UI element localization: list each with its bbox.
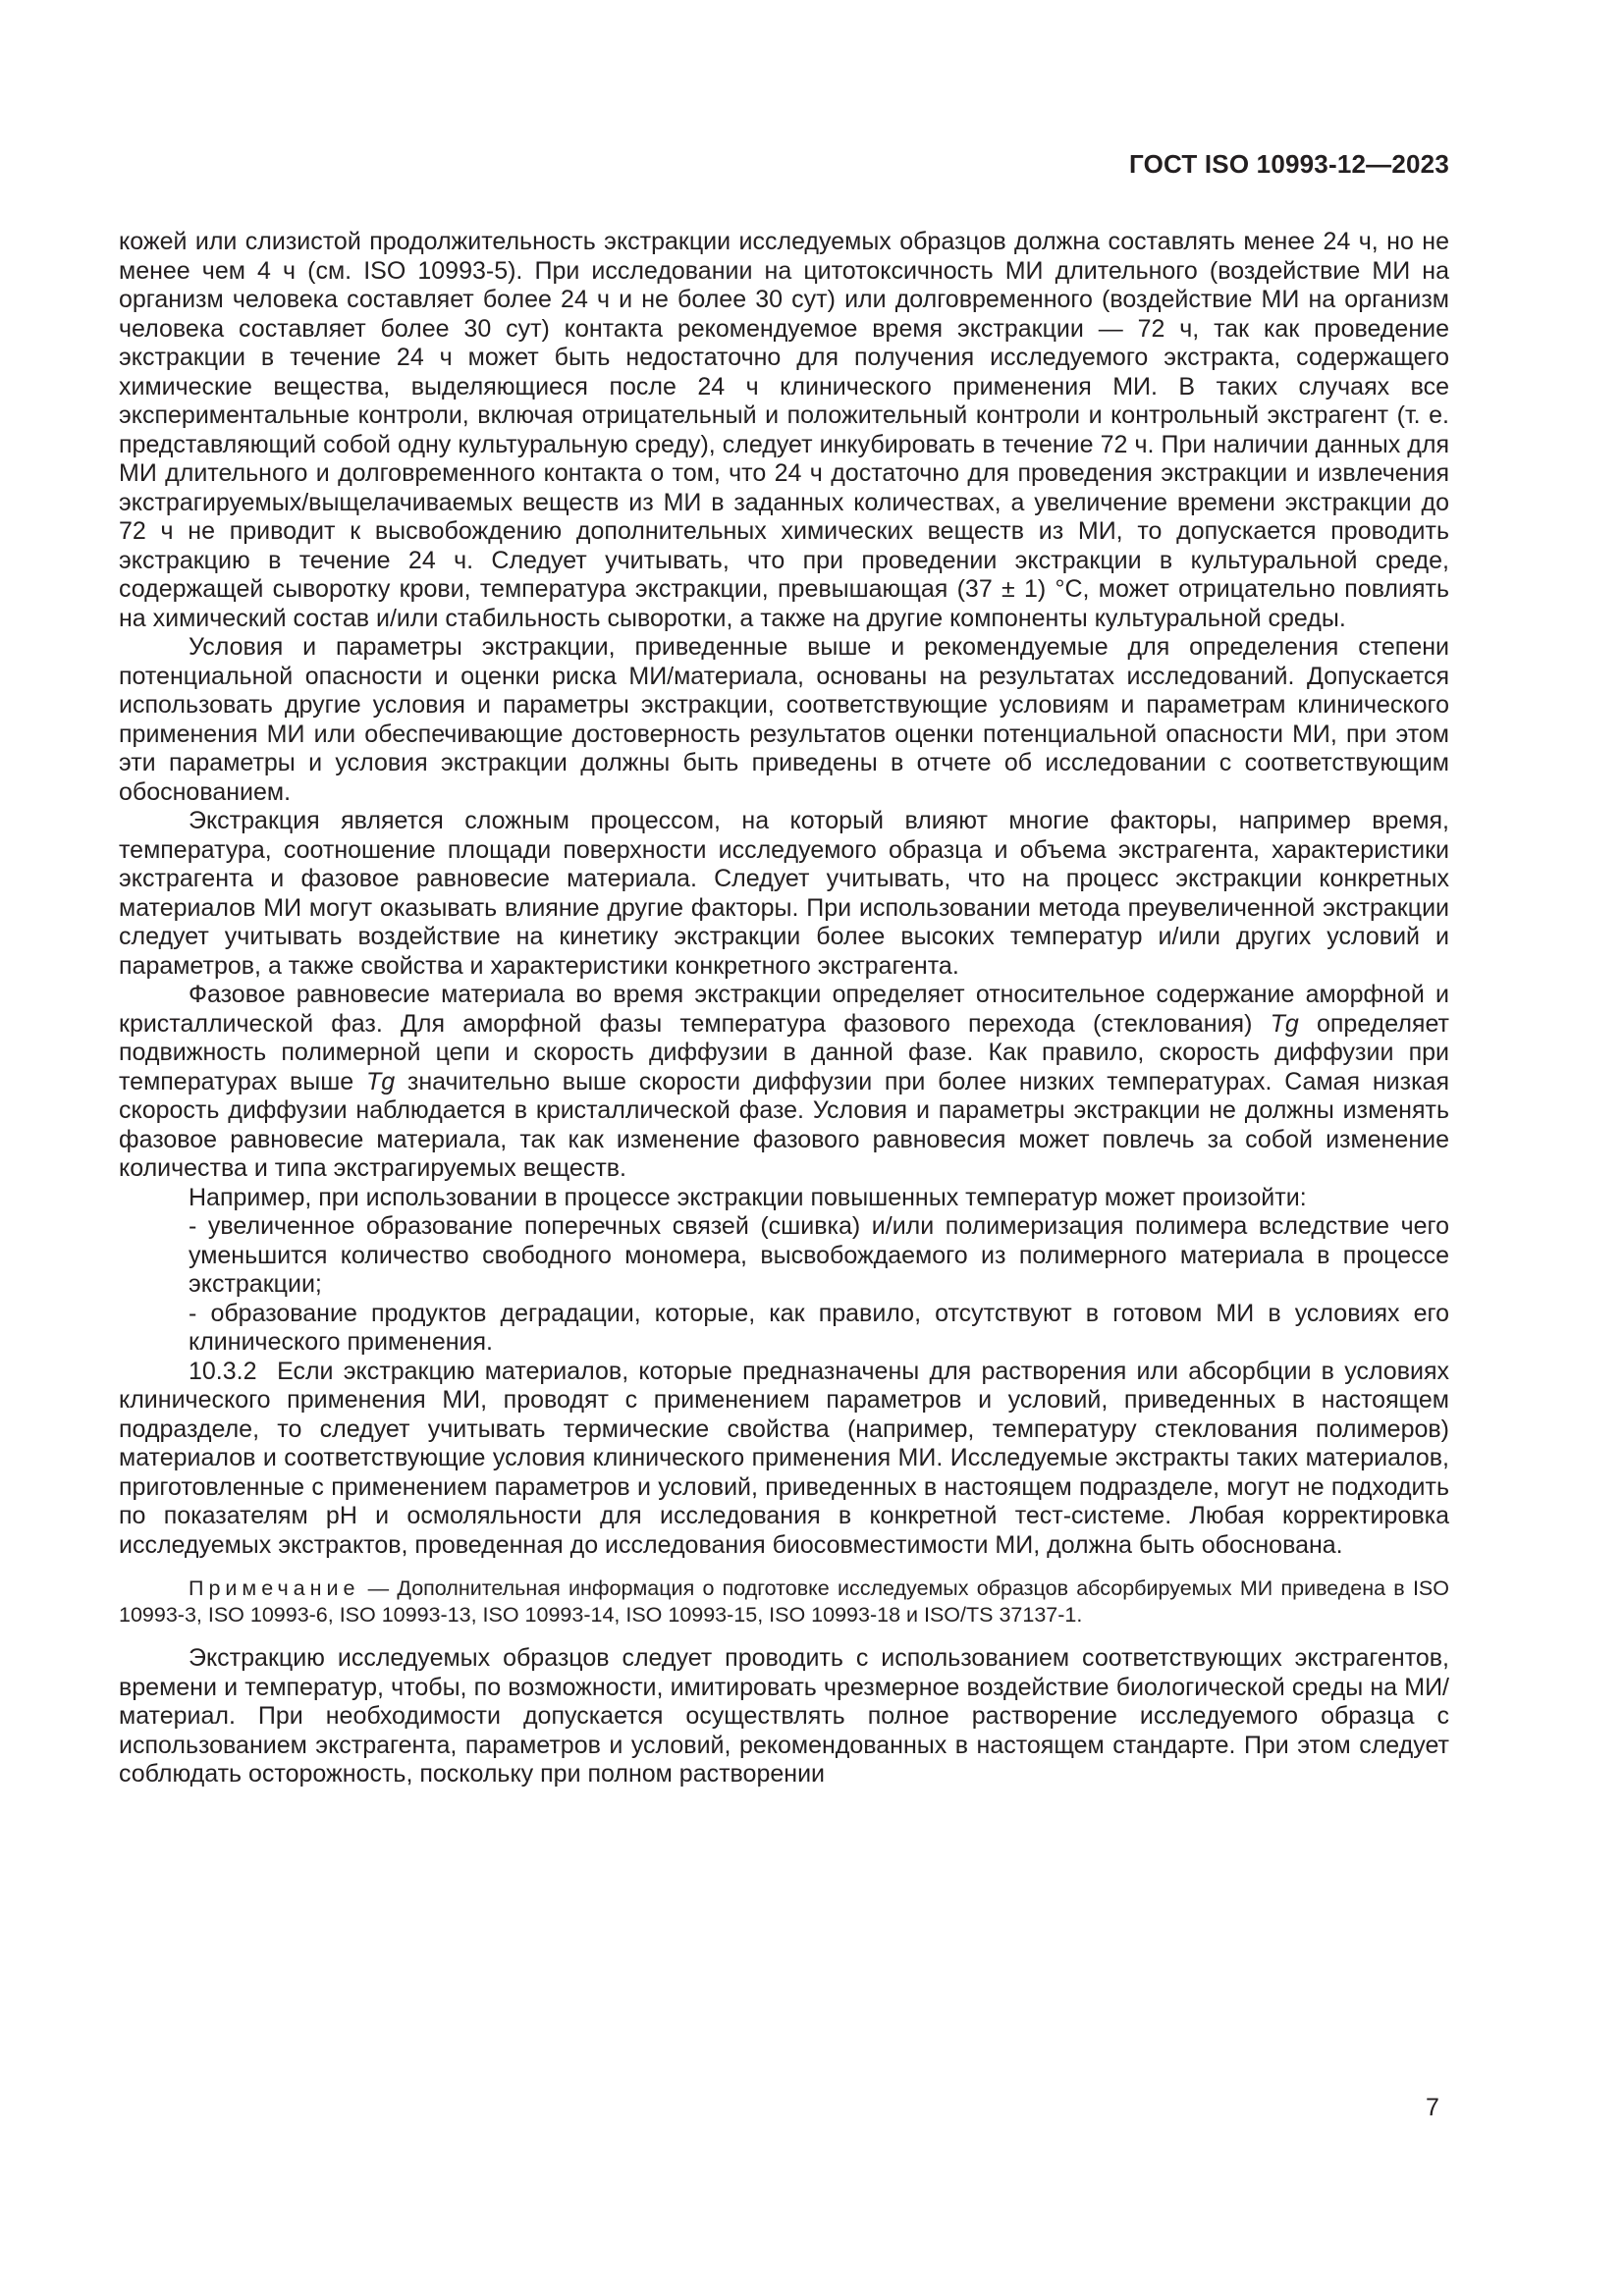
phase-text-part2: определяет подвижность полимерной цепи и скорость диффузии в данной фазе. Как правило, скорость диффузии при температурах выше: [119, 1009, 1449, 1095]
tg-symbol: Tg: [1270, 1009, 1299, 1038]
note: [119, 1575, 1449, 1629]
document-code-header: ГОСТ ISO 10993-12—2023: [1129, 149, 1449, 179]
page-number: 7: [1426, 2094, 1439, 2121]
body-text: [119, 228, 1449, 1789]
list-item: - образование продуктов деградации, которые, как правило, отсутствуют в готовом МИ в условиях его клинического применения.: [189, 1299, 1449, 1356]
clause-text: Если экстракцию материалов, которые предназначены для растворения или абсорбции в условиях клинического применения МИ, проводят с применением параметров и условий, приведенных в настоящем подразделе, то следует учитывать термические свойства (например, температуру стеклования полимеров) материалов и соответствующие условия клинического применения МИ. Исследуемые экстракты таких материалов, приготовленные с применением параметров и условий, приведенных в настоящем подразделе, могут не подходить по показателям pH и осмоляльности для исследования в конкретной тест-системе. Любая корректировка исследуемых экстрактов, проведенная до исследования биосовместимости МИ, должна быть обоснована.: [119, 1357, 1449, 1559]
paragraph-extraction-process: Экстракция является сложным процессом, на который влияют многие факторы, например время, температура, соотношение площади поверхности исследуемого образца и объема экстрагента, характеристики экстрагента и фазовое равновесие материала. Следует учитывать, что на процесс экстракции конкретных материалов МИ могут оказывать влияние другие факторы. При использовании метода преувеличенной экстракции следует учитывать воздействие на кинетику экстракции более высоких температур и/или других условий и параметров, а также свойства и характеристики конкретного экстрагента.: [119, 807, 1449, 980]
list-item: - увеличенное образование поперечных связей (сшивка) и/или полимеризация полимера вследствие чего уменьшится количество свободного мономера, высвобождаемого из полимерного материала в процессе экстракции;: [189, 1212, 1449, 1298]
note-label: Примечание: [189, 1576, 360, 1600]
paragraph-continuation: кожей или слизистой продолжительность экстракции исследуемых образцов должна составлять менее 24 ч, но не менее чем 4 ч (см. ISO 10993-5). При исследовании на цитотоксичность МИ длительного (воздействие МИ на организм человека составляет более 24 ч и не более 30 сут) или долговременного (воздействие МИ на организм человека составляет более 30 сут) контакта рекомендуемое время экстракции — 72 ч, так как проведение экстракции в течение 24 ч может быть недостаточно для получения исследуемого экстракта, содержащего химические вещества, выделяющиеся после 24 ч клинического применения МИ. В таких случаях все экспериментальные контроли, включая отрицательный и положительный контроли и контрольный экстрагент (т. е. представляющий собой одну культуральную среду), следует инкубировать в течение 72 ч. При наличии данных для МИ длительного и долговременного контакта о том, что 24 ч достаточно для проведения экстракции и извлечения экстрагируемых/выщелачиваемых веществ из МИ в заданных количествах, а увеличение времени экстракции до 72 ч не приводит к высвобождению дополнительных химических веществ из МИ, то допускается проводить экстракцию в течение 24 ч. Следует учитывать, что при проведении экстракции в культуральной среде, содержащей сыворотку крови, температура экстракции, превышающая (37 ± 1) °С, может отрицательно повлиять на химический состав и/или стабильность сыворотки, а также на другие компоненты культуральной среды.: [119, 228, 1449, 632]
tg-symbol: Tg: [365, 1067, 396, 1095]
paragraph-phase-equilibrium: [119, 981, 1449, 1184]
paragraph-final: Экстракцию исследуемых образцов следует проводить с использованием соответствующих экстрагентов, времени и температур, чтобы, по возможности, имитировать чрезмерное воздействие биологической среды на МИ/материал. При необходимости допускается осуществлять полное растворение исследуемого образца с использованием экстрагента, параметров и условий, рекомендованных в настоящем стандарте. При этом следует соблюдать осторожность, поскольку при полном растворении: [119, 1644, 1449, 1788]
phase-text-part3: значительно выше скорости диффузии при более низких температурах. Самая низкая скорость диффузии наблюдается в кристаллической фазе. Условия и параметры экстракции не должны изменять фазовое равновесие материала, так как изменение фазового равновесия может повлечь за собой изменение количества и типа экстрагируемых веществ.: [119, 1067, 1449, 1182]
paragraph-example-intro: Например, при использовании в процессе экстракции повышенных температур может произойти:: [189, 1183, 1307, 1211]
clause-number: 10.3.2: [189, 1357, 257, 1385]
clause-10-3-2: [119, 1358, 1449, 1561]
phase-text-part1: Фазовое равновесие материала во время экстракции определяет относительное содержание аморфной и кристаллической фаз. Для аморфной фазы температура фазового перехода (стеклования): [119, 981, 1449, 1038]
paragraph-conditions: Условия и параметры экстракции, приведенные выше и рекомендуемые для определения степени потенциальной опасности и оценки риска МИ/материала, основаны на результатах исследований. Допускается использовать другие условия и параметры экстракции, соответствующие условиям и параметрам клинического применения МИ или обеспечивающие достоверность результатов оценки потенциальной опасности МИ, при этом эти параметры и условия экстракции должны быть приведены в отчете об исследовании с соответствующим обоснованием.: [119, 633, 1449, 806]
note-text: — Дополнительная информация о подготовке исследуемых образцов абсорбируемых МИ приведена в ISO 10993-3, ISO 10993-6, ISO 10993-13, ISO 10993-14, ISO 10993-15, ISO 10993-18 и ISO/TS 37137-1.: [119, 1576, 1449, 1627]
